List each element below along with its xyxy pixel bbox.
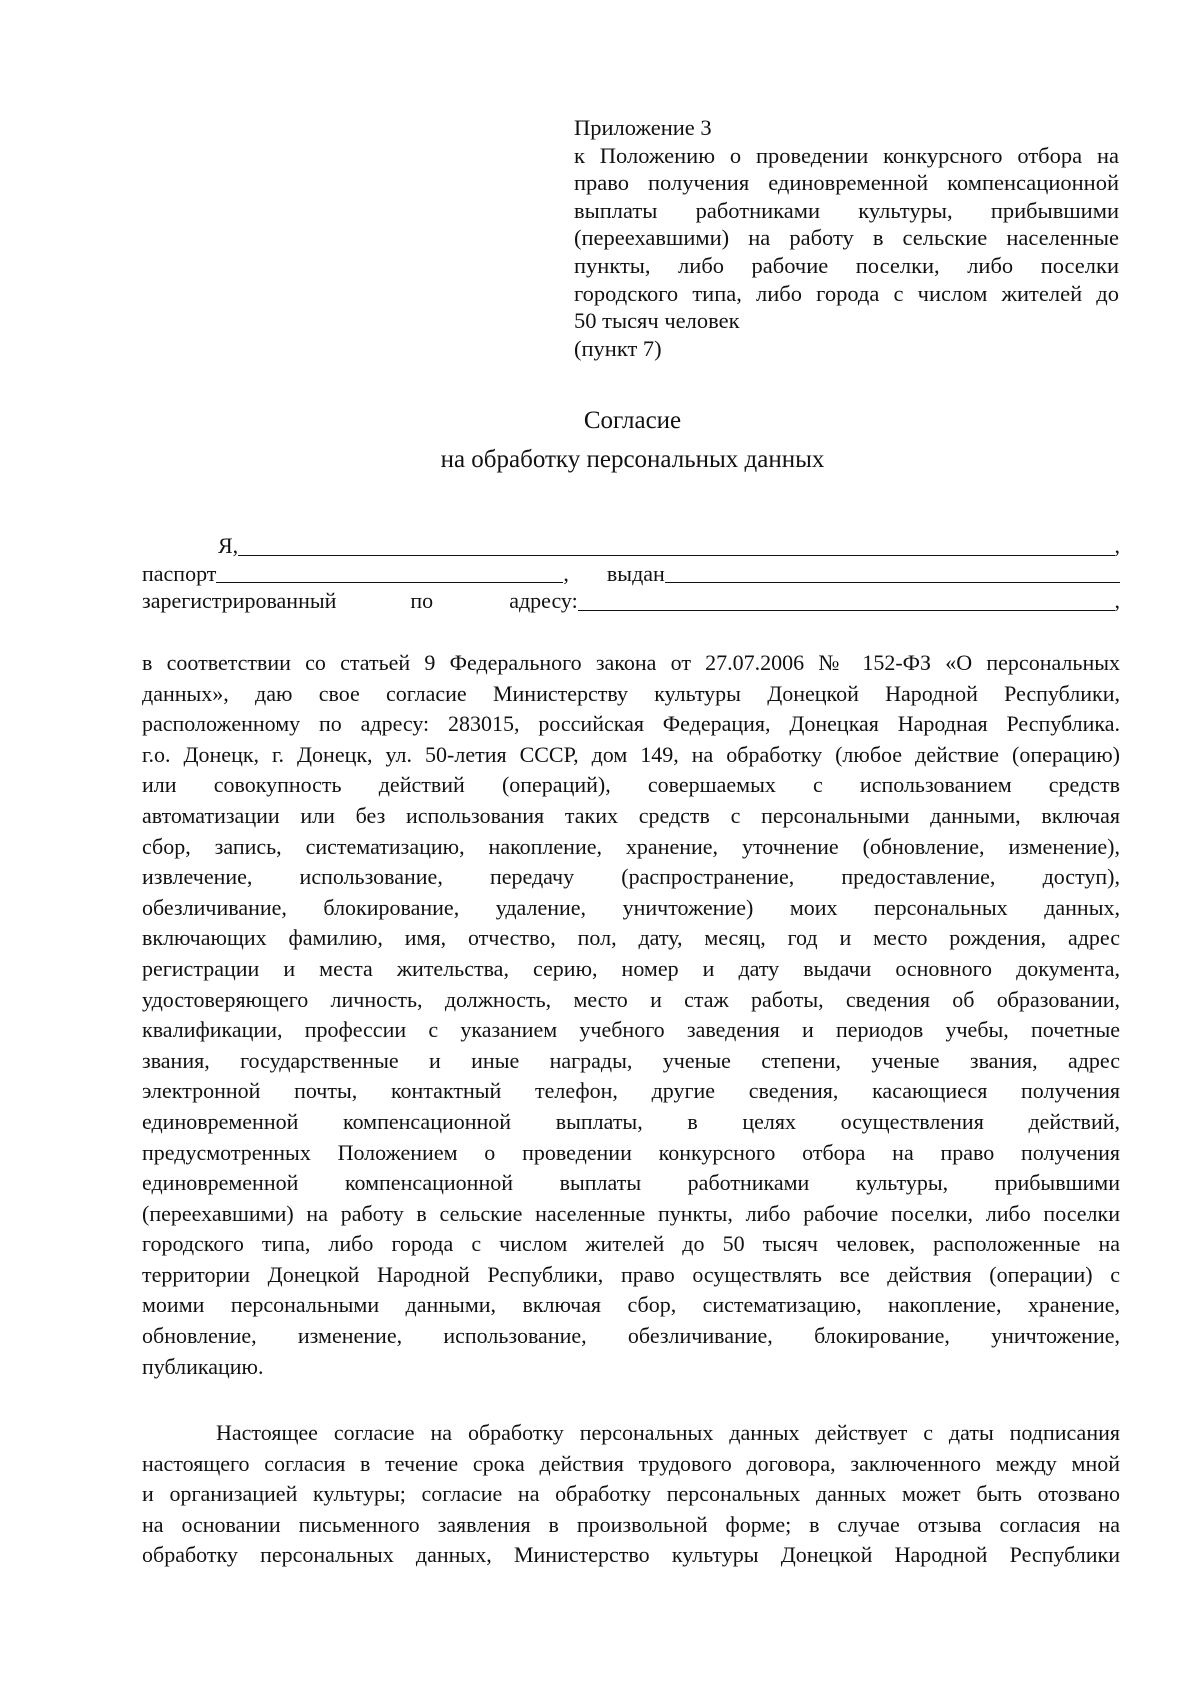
- paragraph-line: предусмотренных Положением о проведении конкурсного отбора на право получения: [142, 1139, 1120, 1165]
- paragraph-line: Настоящее согласие на обработку персональных данных действует с даты подписания: [216, 1420, 1120, 1445]
- issued-label: выдан: [606, 560, 665, 586]
- paragraph-line: извлечение, использование, передачу (распространение, предоставление, доступ),: [142, 864, 1120, 890]
- paragraph-line: обезличивание, блокирование, удаление, уничтожение) моих персональных данных,: [142, 894, 1120, 920]
- po-label: по: [410, 588, 434, 613]
- paragraph-line: единовременной компенсационной выплаты, в целях осуществления действий,: [142, 1108, 1120, 1134]
- registered-label: зарегистрированный: [142, 588, 337, 613]
- paragraph-line: автоматизации или без использования таких средств с персональными данными, включая: [142, 802, 1120, 828]
- paragraph-line: квалификации, профессии с указанием учебного заведения и периодов учебы, почетные: [142, 1017, 1120, 1043]
- address-label: адресу:: [509, 588, 578, 613]
- paragraph-line: звания, государственные и иные награды, ученые степени, ученые звания, адрес: [142, 1047, 1120, 1073]
- annex-line: пункты, либо рабочие поселки, либо поселки: [574, 252, 1119, 278]
- paragraph-line: регистрации и места жительства, серию, номер и дату выдачи основного документа,: [142, 955, 1120, 981]
- annex-line: городского типа, либо города с числом жителей до: [574, 280, 1119, 306]
- issued-blank-line[interactable]: [665, 562, 1120, 583]
- name-blank-line[interactable]: [238, 535, 1114, 556]
- name-end: ,: [1114, 533, 1120, 558]
- paragraph-line: г.о. Донецк, г. Донецк, ул. 50-летия СССР, дом 149, на обработку (любое действие (операцию): [142, 741, 1120, 767]
- annex-clause: (пункт 7): [574, 335, 662, 361]
- paragraph-line: (переехавшими) на работу в сельские населенные пункты, либо рабочие поселки, либо поселки: [142, 1200, 1120, 1226]
- paragraph-line: сбор, запись, систематизацию, накопление, хранение, уточнение (обновление, изменение),: [142, 833, 1120, 859]
- paragraph-line: включающих фамилию, имя, отчество, пол, дату, месяц, год и место рождения, адрес: [142, 925, 1120, 951]
- consent-paragraph: [142, 648, 1120, 1382]
- validity-paragraph: [142, 1418, 1120, 1571]
- paragraph-line: территории Донецкой Народной Республики, право осуществлять все действия (операции) с: [142, 1261, 1120, 1287]
- name-row: [142, 532, 1120, 560]
- personal-fields: [142, 532, 1120, 615]
- passport-label: паспорт: [142, 560, 217, 586]
- paragraph-line: и организацией культуры; согласие на обработку персональных данных может быть отозвано: [142, 1481, 1120, 1507]
- paragraph-line: в соответствии со статьей 9 Федерального закона от 27.07.2006 № 152-ФЗ «О персональных: [142, 650, 1120, 675]
- paragraph-line: удостоверяющего личность, должность, место и стаж работы, сведения об образовании,: [142, 986, 1120, 1012]
- paragraph-line: моими персональными данными, включая сбор, систематизацию, накопление, хранение,: [142, 1292, 1120, 1318]
- passport-row: [142, 560, 1120, 588]
- document-subtitle: на обработку персональных данных: [440, 446, 825, 473]
- annex-line: выплаты работниками культуры, прибывшими: [574, 197, 1119, 223]
- paragraph-line: расположенному по адресу: 283015, российская Федерация, Донецкая Народная Республика.: [142, 711, 1120, 737]
- paragraph-line: электронной почты, контактный телефон, другие сведения, касающиеся получения: [142, 1078, 1120, 1104]
- paragraph-line: данных», даю свое согласие Министерству культуры Донецкой Народной Республики,: [142, 680, 1120, 706]
- address-end: ,: [1114, 588, 1120, 613]
- paragraph-line: обработку персональных данных, Министерство культуры Донецкой Народной Республики: [142, 1542, 1120, 1568]
- annex-number: Приложение 3: [574, 115, 712, 140]
- address-blank-line[interactable]: [578, 590, 1115, 611]
- address-row: [142, 587, 1120, 615]
- paragraph-line: настоящего согласия в течение срока действия трудового договора, заключенного между мной: [142, 1450, 1120, 1476]
- annex-line: 50 тысяч человек: [574, 308, 740, 334]
- paragraph-line: или совокупность действий (операций), совершаемых с использованием средств: [142, 772, 1120, 798]
- document-title: Согласие: [583, 407, 682, 434]
- paragraph-line: на основании письменного заявления в произвольной форме; в случае отзыва согласия на: [142, 1511, 1120, 1537]
- passport-blank-line[interactable]: [216, 562, 563, 583]
- annex-header: [574, 114, 1119, 362]
- paragraph-line: городского типа, либо города с числом жителей до 50 тысяч человек, расположенные на: [142, 1231, 1120, 1257]
- paragraph-line: обновление, изменение, использование, обезличивание, блокирование, уничтожение,: [142, 1323, 1120, 1349]
- name-label: Я,: [218, 533, 239, 558]
- annex-line: право получения единовременной компенсационной: [574, 170, 1119, 196]
- passport-comma: ,: [563, 560, 569, 586]
- annex-line: (переехавшими) на работу в сельские населенные: [574, 225, 1119, 251]
- paragraph-line: публикацию.: [142, 1353, 264, 1379]
- paragraph-line: единовременной компенсационной выплаты работниками культуры, прибывшими: [142, 1170, 1120, 1196]
- annex-line: к Положению о проведении конкурсного отбора на: [574, 142, 1119, 168]
